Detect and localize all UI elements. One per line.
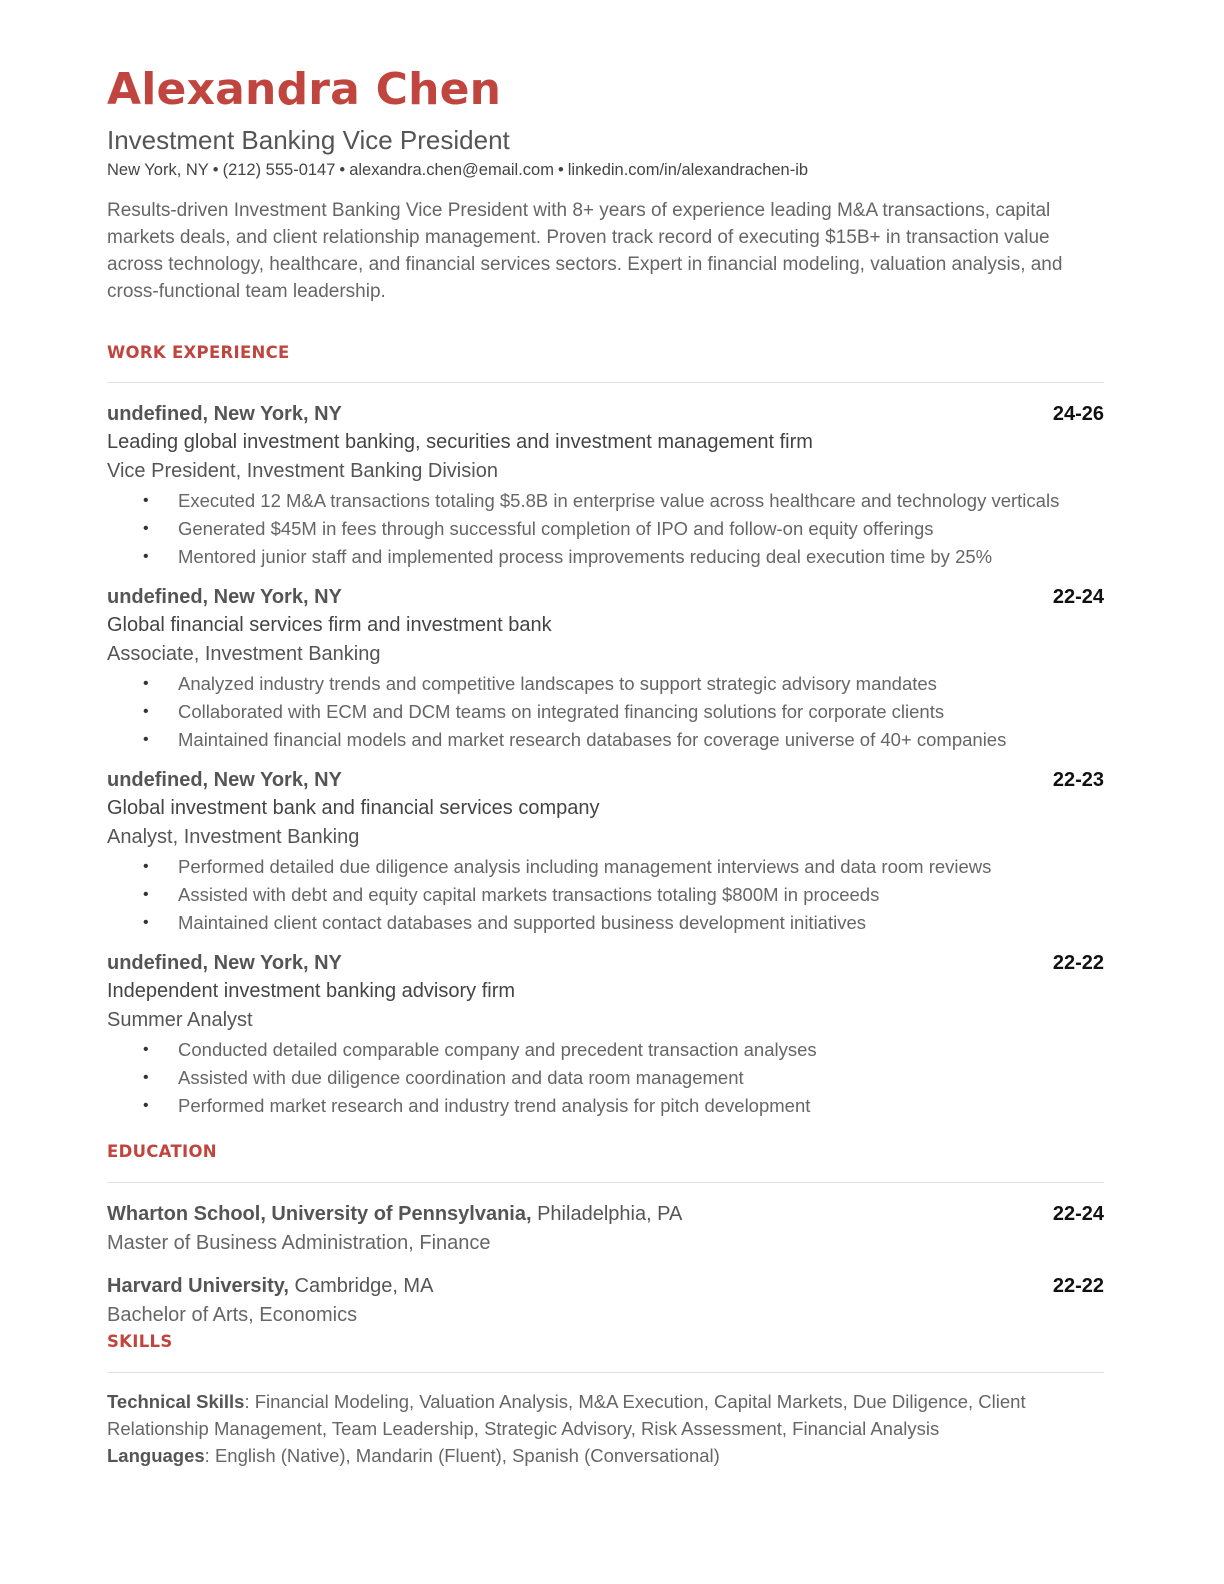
job-bullet: • Analyzed industry trends and competitive landscapes to support strategic advisory mandates (178, 670, 1104, 697)
bullet-icon: • (143, 1097, 149, 1114)
job-entry (107, 584, 1104, 753)
job-dates: 24-26 (1052, 403, 1104, 425)
job-description: Global financial services firm and investment bank (107, 614, 552, 636)
section-divider (107, 1182, 1104, 1183)
professional-summary: Results-driven Investment Banking Vice President with 8+ years of experience leading M&A transactions, capital markets deals, and client relationship management. Proven track record of executing $15B+ in transaction value across technology, healthcare, and financial services sectors. Expert in financial modeling, valuation analysis, and cross-functional team leadership. (107, 200, 1063, 302)
bullet-icon: • (143, 492, 149, 509)
bullet-icon: • (143, 675, 149, 692)
candidate-name: Alexandra Chen (107, 64, 502, 115)
job-role: Analyst, Investment Banking (107, 826, 360, 848)
contact-linkedin: linkedin.com/in/alexandrachen-ib (567, 161, 809, 179)
job-dates: 22-22 (1052, 952, 1104, 974)
bullet-icon: • (143, 914, 149, 931)
education-entry (107, 1273, 1104, 1331)
job-bullet: • Performed detailed due diligence analysis including management interviews and data room reviews (178, 853, 1104, 880)
education-location: Philadelphia, PA (537, 1203, 683, 1225)
bullet-icon: • (143, 886, 149, 903)
section-divider (107, 382, 1104, 383)
skills-languages-value: : English (Native), Mandarin (Fluent), Spanish (Conversational) (204, 1445, 720, 1466)
education-dates: 22-24 (1052, 1203, 1104, 1225)
job-bullets (107, 853, 1104, 936)
job-bullet: • Collaborated with ECM and DCM teams on integrated financing solutions for corporate clients (178, 698, 1104, 725)
job-role: Summer Analyst (107, 1009, 253, 1031)
job-description: Leading global investment banking, securities and investment management firm (107, 431, 813, 453)
bullet-icon: • (143, 731, 149, 748)
education-degree: Bachelor of Arts, Economics (107, 1304, 358, 1326)
bullet-icon: • (143, 703, 149, 720)
resume-page (107, 60, 1104, 1469)
job-header (107, 950, 1104, 976)
skills-languages (107, 1442, 1104, 1469)
job-dates: 22-24 (1052, 586, 1104, 608)
education-dates: 22-22 (1052, 1275, 1104, 1297)
job-role: Vice President, Investment Banking Division (107, 460, 498, 482)
education-degree: Master of Business Administration, Finance (107, 1232, 491, 1254)
bullet-icon: • (143, 548, 149, 565)
job-bullet: • Mentored junior staff and implemented process improvements reducing deal execution time by 25% (178, 543, 1104, 570)
job-bullet: • Executed 12 M&A transactions totaling $5.8B in enterprise value across healthcare and technology verticals (178, 487, 1104, 514)
job-header (107, 401, 1104, 427)
job-entry (107, 950, 1104, 1119)
bullet-icon: • (143, 1069, 149, 1086)
job-bullet: • Maintained client contact databases and supported business development initiatives (178, 909, 1104, 936)
candidate-title: Investment Banking Vice President (107, 125, 510, 155)
job-header (107, 767, 1104, 793)
job-entry (107, 401, 1104, 570)
education-location: Cambridge, MA (294, 1275, 434, 1297)
section-heading-skills: SKILLS (107, 1332, 173, 1351)
education-school: Harvard University, (107, 1275, 289, 1297)
job-dates: 22-23 (1052, 769, 1104, 791)
bullet-icon: • (143, 1041, 149, 1058)
job-company: undefined, New York, NY (107, 952, 342, 974)
job-bullet: • Performed market research and industry trend analysis for pitch development (178, 1092, 1104, 1119)
job-company: undefined, New York, NY (107, 403, 342, 425)
job-bullets (107, 670, 1104, 753)
contact-phone: (212) 555-0147 (222, 161, 336, 179)
bullet-icon: • (143, 858, 149, 875)
skills-technical-label: Technical Skills (107, 1391, 245, 1412)
job-bullets (107, 487, 1104, 570)
contact-location: New York, NY (107, 161, 209, 179)
education-header (107, 1201, 1104, 1227)
bullet-icon: • (143, 520, 149, 537)
contact-email: alexandra.chen@email.com (349, 161, 554, 179)
skills-languages-label: Languages (107, 1445, 205, 1466)
skills-technical-value: : Financial Modeling, Valuation Analysis, M&A Execution, Capital Markets, Due Diligence, Client Relationship Management, Team Leadership, Strategic Advisory, Risk Assessment, Financial Analysis (107, 1391, 1026, 1439)
section-heading-work: WORK EXPERIENCE (107, 343, 290, 362)
job-bullet: • Maintained financial models and market research databases for coverage universe of 40+ companies (178, 726, 1104, 753)
job-company: undefined, New York, NY (107, 769, 342, 791)
contact-separator: • (557, 161, 564, 179)
job-description: Independent investment banking advisory firm (107, 980, 516, 1002)
skills-technical (107, 1388, 1104, 1442)
job-company: undefined, New York, NY (107, 586, 342, 608)
job-bullet: • Conducted detailed comparable company and precedent transaction analyses (178, 1036, 1104, 1063)
job-bullet: • Assisted with debt and equity capital markets transactions totaling $800M in proceeds (178, 881, 1104, 908)
job-bullet: • Assisted with due diligence coordination and data room management (178, 1064, 1104, 1091)
contact-line (107, 158, 1104, 182)
contact-separator: • (339, 161, 346, 179)
job-bullets (107, 1036, 1104, 1119)
section-heading-education: EDUCATION (107, 1142, 217, 1161)
job-bullet: • Generated $45M in fees through successful completion of IPO and follow-on equity offerings (178, 515, 1104, 542)
education-header (107, 1273, 1104, 1299)
section-divider (107, 1372, 1104, 1373)
job-entry (107, 767, 1104, 936)
contact-separator: • (212, 161, 219, 179)
job-header (107, 584, 1104, 610)
education-school: Wharton School, University of Pennsylvania, (107, 1203, 532, 1225)
job-role: Associate, Investment Banking (107, 643, 381, 665)
education-entry (107, 1201, 1104, 1259)
job-description: Global investment bank and financial services company (107, 797, 600, 819)
